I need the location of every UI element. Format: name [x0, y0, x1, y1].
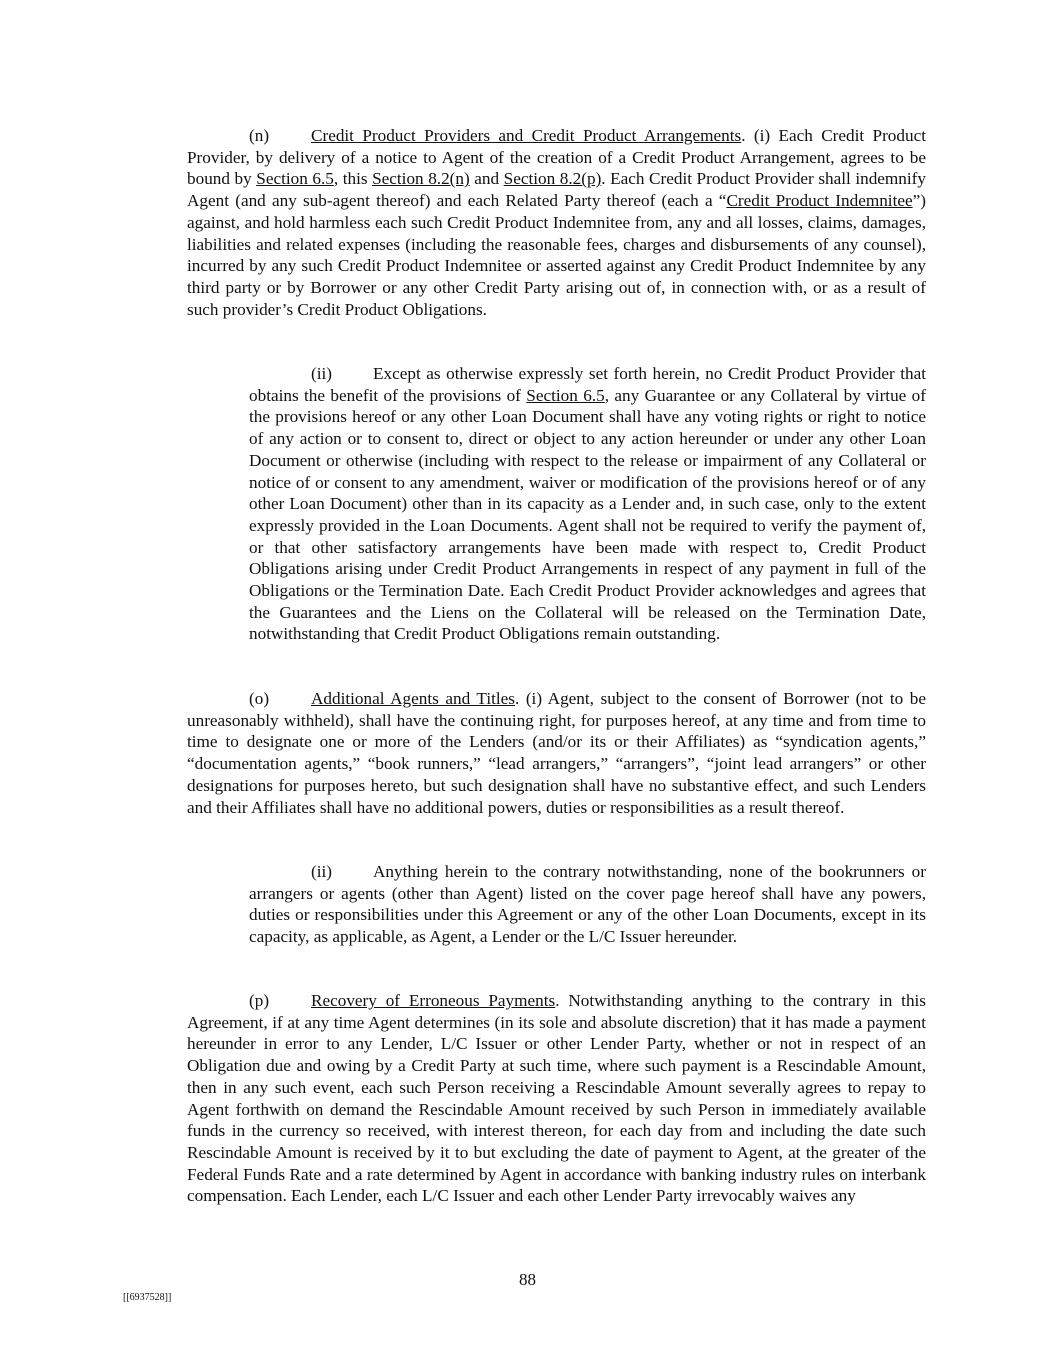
defined-term: Credit Product Indemnitee	[726, 191, 913, 211]
paragraph-label: (o)	[249, 689, 270, 708]
paragraph-label: (p)	[249, 991, 270, 1010]
section-reference: Section 6.5	[256, 169, 334, 189]
section-heading: Recovery of Erroneous Payments	[311, 991, 556, 1010]
paragraph-label: (ii)	[311, 364, 332, 383]
paragraph-p: (p) Recovery of Erroneous Payments. Notwithstanding anything to the contrary in this Agreement, if at any time Agent determines (in its sole and absolute discretion) that it has made a payment hereunder in error to any Lender, L/C Issuer or other Lender Party, whether or not in respect of an Obligation due and owing by a Credit Party at such time, where such payment is a Rescindable Amount, then in any such event, each such Person receiving a Rescindable Amount severally agrees to repay to Agent forthwith on demand the Rescindable Amount received by such Person in immediately available funds in the currency so received, with interest thereon, for each day from and including the date such Rescindable Amount is received by it to but excluding the date of payment to Agent, at the greater of the Federal Funds Rate and a rate determined by Agent in accordance with banking industry rules on interbank compensation. Each Lender, each L/C Issuer and each other Lender Party irrevocably waives any	[187, 991, 926, 1206]
paragraph-n: (n) Credit Product Providers and Credit Product Arrangements. (i) Each Credit Product Provider, by delivery of a notice to Agent of the creation of a Credit Product Arrangement, agrees to be bound by Section 6.5, this Section 8.2(n) and Section 8.2(p). Each Credit Product Provider shall indemnify Agent (and any sub-agent thereof) and each Related Party thereof (each a “Credit Product Indemnitee”) against, and hold harmless each such Credit Product Indemnitee from, any and all losses, claims, damages, liabilities and related expenses (including the reasonable fees, charges and disbursements of any counsel), incurred by any such Credit Product Indemnitee or asserted against any Credit Product Indemnitee by any third party or by Borrower or any other Credit Party arising out of, in connection with, or as a result of such provider’s Credit Product Obligations.	[187, 126, 926, 319]
section-heading: Additional Agents and Titles	[311, 689, 515, 708]
paragraph-o-ii: (ii) Anything herein to the contrary notwithstanding, none of the bookrunners or arrangers or agents (other than Agent) listed on the cover page hereof shall have any powers, duties or responsibilities under this Agreement or any of the other Loan Documents, except in its capacity, as applicable, as Agent, a Lender or the L/C Issuer hereunder.	[249, 862, 926, 947]
paragraph-n-ii: (ii) Except as otherwise expressly set forth herein, no Credit Product Provider that obtains the benefit of the provisions of Section 6.5, any Guarantee or any Collateral by virtue of the provisions hereof or any other Loan Document shall have any voting rights or right to notice of any action or to consent to, direct or object to any action hereunder or under any other Loan Document or otherwise (including with respect to the release or impairment of any Collateral or notice of or consent to any amendment, waiver or modification of the provisions hereof or of any other Loan Document) other than in its capacity as a Lender and, in such case, only to the extent expressly provided in the Loan Documents. Agent shall not be required to verify the payment of, or that other satisfactory arrangements have been made with respect to, Credit Product Obligations arising under Credit Product Arrangements in respect of any payment in full of the Obligations or the Termination Date. Each Credit Product Provider acknowledges and agrees that the Guarantees and the Liens on the Collateral will be released on the Termination Date, notwithstanding that Credit Product Obligations remain outstanding.	[249, 364, 926, 644]
paragraph-label: (n)	[249, 126, 270, 145]
paragraph-o: (o) Additional Agents and Titles. (i) Agent, subject to the consent of Borrower (not to be unreasonably withheld), shall have the continuing right, for purposes hereof, at any time and from time to time to designate one or more of the Lenders (and/or its or their Affiliates) as “syndication agents,” “documentation agents,” “book runners,” “lead arrangers,” “arrangers”, “joint lead arrangers” or other designations for purposes hereto, but such designation shall have no substantive effect, and such Lenders and their Affiliates shall have no additional powers, duties or responsibilities as a result thereof.	[187, 689, 926, 817]
section-heading: Credit Product Providers and Credit Product Arrangements	[311, 126, 742, 145]
section-reference: Section 6.5	[526, 385, 605, 405]
section-reference: Section 8.2(p)	[503, 169, 602, 189]
section-reference: Section 8.2(n)	[372, 169, 470, 189]
paragraph-label: (ii)	[311, 862, 332, 881]
document-id: [[6937528]]	[123, 1292, 172, 1303]
page-number: 88	[519, 1270, 536, 1289]
